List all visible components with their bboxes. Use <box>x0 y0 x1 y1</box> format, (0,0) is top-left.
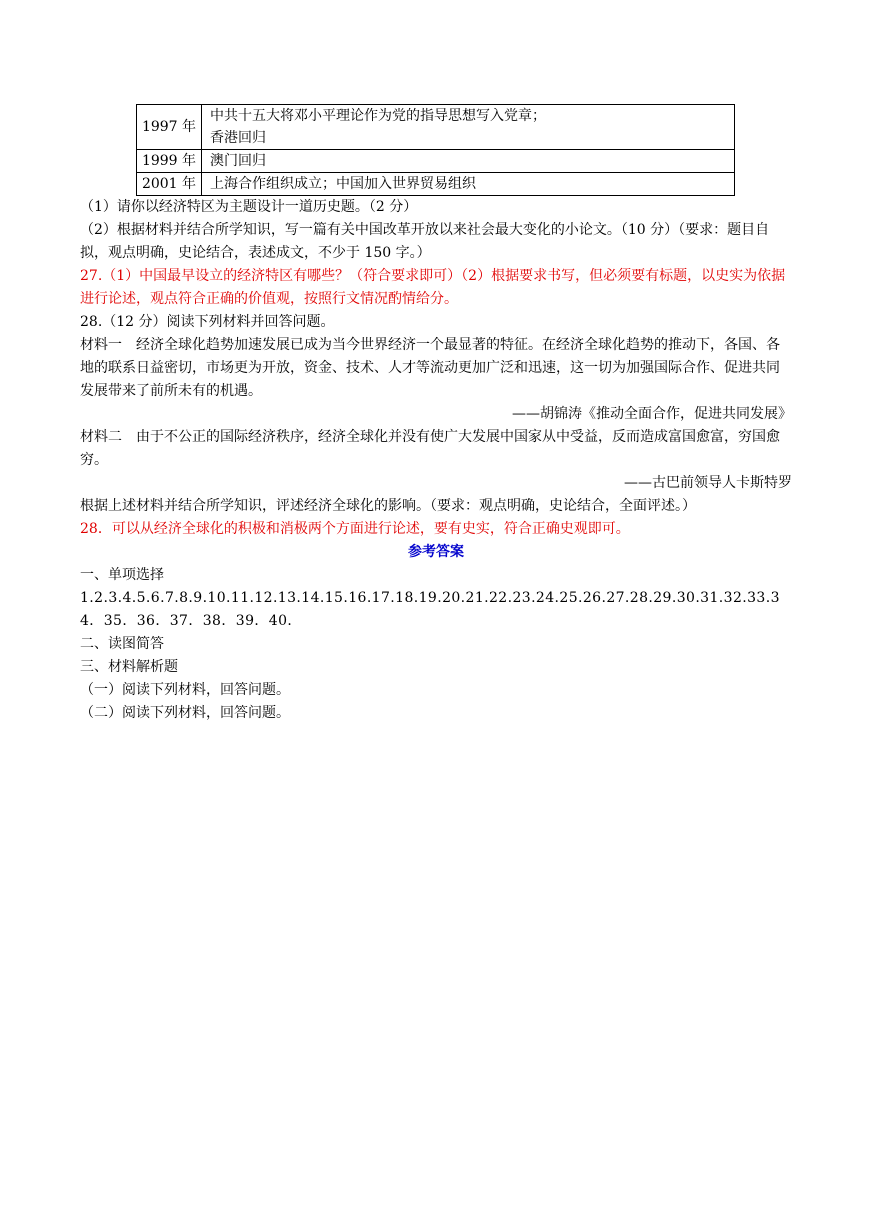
q28-source1: ——胡锦涛《推动全面合作，促进共同发展》 <box>512 406 792 422</box>
q28-heading: 28.（12 分）阅读下列材料并回答问题。 <box>80 314 335 330</box>
event-line: 中共十五大将邓小平理论作为党的指导思想写入党章； <box>210 108 546 124</box>
year-cell: 1997 年 <box>137 105 202 150</box>
q28-source2: ——古巴前领导人卡斯特罗 <box>624 475 792 491</box>
q27-answer: 27.（1）中国最早设立的经济特区有哪些？（符合要求即可）（2）根据要求书写，但必须要有标题，以史实为依据进行论述，观点符合正确的价值观，按照行文情况酌情给分。 <box>80 268 786 307</box>
reference-sub1: （一）阅读下列材料，回答问题。 <box>80 682 290 698</box>
events-table <box>136 104 735 196</box>
event-cell <box>202 150 735 173</box>
reference-section3: 三、材料解析题 <box>80 659 178 675</box>
reference-sub2: （二）阅读下列材料，回答问题。 <box>80 705 290 721</box>
q28-answer: 28．可以从经济全球化的积极和消极两个方面进行论述，要有史实，符合正确史观即可。 <box>80 521 630 537</box>
document-page <box>80 104 792 725</box>
q27-sub2: （2）根据材料并结合所学知识，写一篇有关中国改革开放以来社会最大变化的小论文。（10 分）（要求：题目自拟，观点明确，史论结合，表述成文，不少于 150 字。） <box>80 222 770 261</box>
year-cell: 1999 年 <box>137 150 202 173</box>
event-cell <box>202 173 735 196</box>
event-cell <box>202 105 735 150</box>
reference-numbers: 1.2.3.4.5.6.7.8.9.10.11.12.13.14.15.16.17.18.19.20.21.22.23.24.25.26.27.28.29.30.31.32.33.34．35．36．37．38．39．40． <box>80 590 780 629</box>
q28-material1: 材料一 经济全球化趋势加速发展已成为当今世界经济一个最显著的特征。在经济全球化趋势的推动下，各国、各地的联系日益密切，市场更为开放，资金、技术、人才等流动更加广泛和迅速，这一切为加强国际合作、促进共同发展带来了前所未有的机遇。 <box>80 337 780 399</box>
table-row <box>137 150 735 173</box>
q28-material2: 材料二 由于不公正的国际经济秩序，经济全球化并没有使广大发展中国家从中受益，反而造成富国愈富，穷国愈穷。 <box>80 429 780 468</box>
event-line: 香港回归 <box>210 130 266 146</box>
reference-section1: 一、单项选择 <box>80 567 164 583</box>
table-row <box>137 105 735 150</box>
q28-question: 根据上述材料并结合所学知识，评述经济全球化的影响。（要求：观点明确，史论结合，全面评述。） <box>80 498 696 514</box>
event-line: 上海合作组织成立；中国加入世界贸易组织 <box>210 176 476 192</box>
event-line: 澳门回归 <box>210 153 266 169</box>
table-row <box>137 173 735 196</box>
reference-section2: 二、读图简答 <box>80 636 164 652</box>
q27-sub1: （1）请你以经济特区为主题设计一道历史题。（2 分） <box>80 199 418 215</box>
year-cell: 2001 年 <box>137 173 202 196</box>
reference-title: 参考答案 <box>408 544 464 560</box>
